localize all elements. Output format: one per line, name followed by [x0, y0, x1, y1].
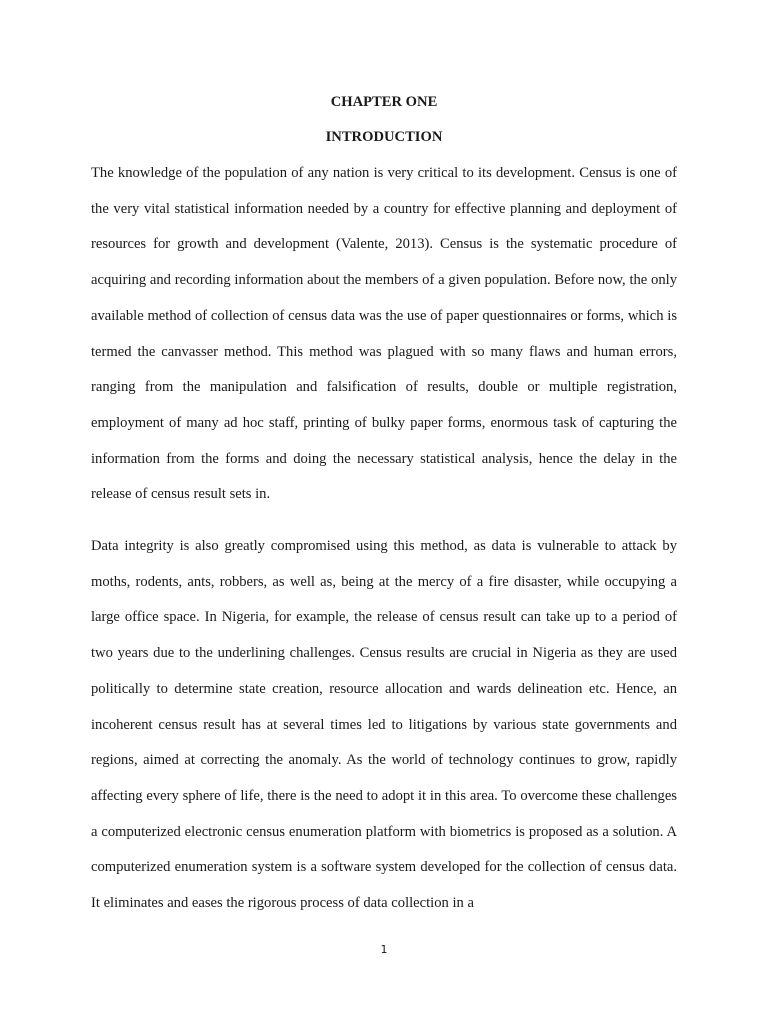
paragraph-1: The knowledge of the population of any nation is very critical to its development. Census is one of the very vital statistical information needed by a country for effective planning and deployment of resources for growth and development (Valente, 2013). Census is the systematic procedure of acquiring and recording information about the members of a given population. Before now, the only available method of collection of census data was the use of paper questionnaires or forms, which is termed the canvasser method. This method was plagued with so many flaws and human errors, ranging from the manipulation and falsification of results, double or multiple registration, employment of many ad hoc staff, printing of bulky paper forms, enormous task of capturing the information from the forms and doing the necessary statistical analysis, hence the delay in the release of census result sets in.: [91, 165, 677, 503]
paragraph-2: Data integrity is also greatly compromised using this method, as data is vulnerable to attack by moths, rodents, ants, robbers, as well as, being at the mercy of a fire disaster, while occupying a large office space. In Nigeria, for example, the release of census result can take up to a period of two years due to the underlining challenges. Census results are crucial in Nigeria as they are used politically to determine state creation, resource allocation and wards delineation etc. Hence, an incoherent census result has at several times led to litigations by various state governments and regions, aimed at correcting the anomaly. As the world of technology continues to grow, rapidly affecting every sphere of life, there is the need to adopt it in this area. To overcome these challenges a computerized electronic census enumeration platform with biometrics is proposed as a solution. A computerized enumeration system is a software system developed for the collection of census data. It eliminates and eases the rigorous process of data collection in a: [91, 538, 677, 912]
section-heading: INTRODUCTION: [325, 129, 443, 145]
page-number: 1: [380, 943, 388, 956]
chapter-heading: CHAPTER ONE: [330, 94, 438, 110]
